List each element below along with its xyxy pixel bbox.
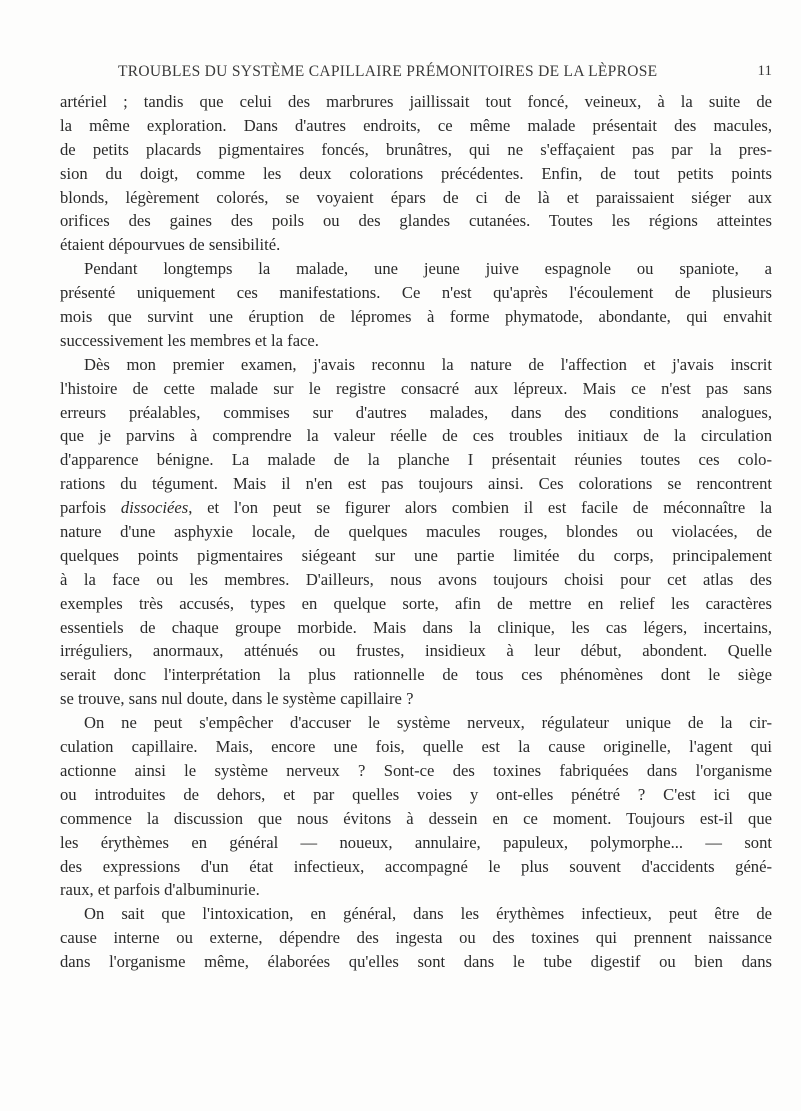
text-line: quelques points pigmentaires siégeant sur une partie limitée du corps, principalement <box>60 545 772 565</box>
text-line: raux, et parfois d'albuminurie. <box>60 880 260 900</box>
text-line: ou introduites de dehors, et par quelles voies y ont-elles pénétré ? C'est ici que <box>60 784 772 804</box>
text-line: successivement les membres et la face. <box>60 330 319 350</box>
body-text <box>60 90 772 974</box>
text-line: orifices des gaines des poils ou des glandes cutanées. Toutes les régions atteintes <box>60 211 772 231</box>
text-line: rations du tégument. Mais il n'en est pas toujours ainsi. Ces colorations se rencontrent <box>60 474 772 494</box>
text-line: à la face ou les membres. D'ailleurs, nous avons toujours choisi pour cet atlas des <box>60 569 772 589</box>
text-line: erreurs préalables, commises sur d'autres malades, dans des conditions analogues, <box>60 402 772 422</box>
text-line: Pendant longtemps la malade, une jeune juive espagnole ou spaniote, a <box>84 259 772 279</box>
text-line: de petits placards pigmentaires foncés, brunâtres, qui ne s'effaçaient pas par la pres- <box>60 139 772 159</box>
text-line: mois que survint une éruption de lépromes à forme phymatode, abondante, qui envahit <box>60 307 772 327</box>
text-line: culation capillaire. Mais, encore une fois, quelle est la cause originelle, l'agent qui <box>60 737 772 757</box>
text-line: sion du doigt, comme les deux colorations précédentes. Enfin, de tout petits points <box>60 163 772 183</box>
text-fragment: , et l'on peut se figurer alors combien il est facile de méconnaître la <box>188 498 772 518</box>
text-line: des expressions d'un état infectieux, accompagné le plus souvent d'accidents géné- <box>60 856 772 876</box>
text-line: irréguliers, anormaux, atténués ou frustes, insidieux à leur début, abondent. Quelle <box>60 641 772 661</box>
text-line: commence la discussion que nous évitons à dessein en ce moment. Toujours est-il que <box>60 808 772 828</box>
text-line: serait donc l'interprétation la plus rationnelle de tous ces phénomènes dont le siège <box>60 665 772 685</box>
text-line: dans l'organisme même, élaborées qu'elles sont dans le tube digestif ou bien dans <box>60 952 772 972</box>
text-line: Dès mon premier examen, j'avais reconnu la nature de l'affection et j'avais inscrit <box>84 354 772 374</box>
text-line: essentiels de chaque groupe morbide. Mais dans la clinique, les cas légers, incertains, <box>60 617 772 637</box>
text-line: actionne ainsi le système nerveux ? Sont-ce des toxines fabriquées dans l'organisme <box>60 760 772 780</box>
running-title: TROUBLES DU SYSTÈME CAPILLAIRE PRÉMONITOIRES DE LA LÈPROSE <box>118 63 658 80</box>
text-line: étaient dépourvues de sensibilité. <box>60 235 281 255</box>
text-line-with-italic <box>60 496 772 520</box>
text-line: artériel ; tandis que celui des marbrures jaillissait tout foncé, veineux, à la suite de <box>60 92 772 111</box>
text-line: que je parvins à comprendre la valeur réelle de ces troubles initiaux de la circulation <box>60 426 772 446</box>
text-fragment: parfois <box>60 498 121 518</box>
text-line: l'histoire de cette malade sur le registre consacré aux lépreux. Mais ce n'est pas sans <box>60 378 772 398</box>
text-line: On ne peut s'empêcher d'accuser le système nerveux, régulateur unique de la cir- <box>84 713 772 733</box>
text-line: se trouve, sans nul doute, dans le système capillaire ? <box>60 689 414 709</box>
text-line: d'apparence bénigne. La malade de la planche I présentait réunies toutes ces colo- <box>60 450 772 470</box>
text-line: les érythèmes en général — noueux, annulaire, papuleux, polymorphe... — sont <box>60 832 772 852</box>
page-number: 11 <box>757 63 772 79</box>
text-line: nature d'une asphyxie locale, de quelques macules rouges, blondes ou violacées, de <box>60 522 772 542</box>
text-line: On sait que l'intoxication, en général, dans les érythèmes infectieux, peut être de <box>84 904 772 924</box>
text-line: blonds, légèrement colorés, se voyaient épars de ci de là et paraissaient siéger aux <box>60 187 772 207</box>
text-line: la même exploration. Dans d'autres endroits, ce même malade présentait des macules, <box>60 115 772 135</box>
text-line: présenté uniquement ces manifestations. Ce n'est qu'après l'écoulement de plusieurs <box>60 283 772 303</box>
text-line: exemples très accusés, types en quelque sorte, afin de mettre en relief les caractères <box>60 593 772 613</box>
running-header <box>60 63 772 85</box>
italic-term: dissociées <box>120 498 189 518</box>
text-line: cause interne ou externe, dépendre des ingesta ou des toxines qui prennent naissance <box>60 928 772 948</box>
